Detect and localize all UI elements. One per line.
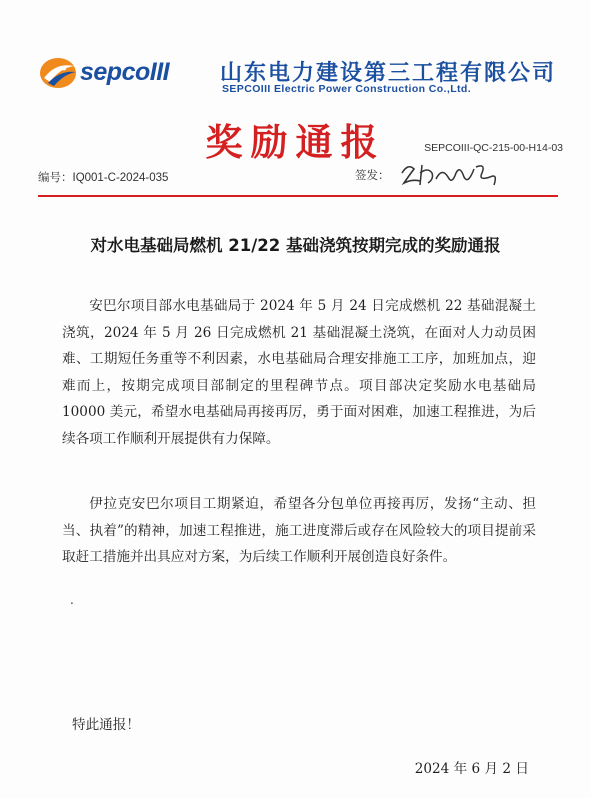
document-title: 奖励通报 bbox=[205, 120, 386, 164]
stray-mark: . bbox=[70, 593, 74, 607]
document-code: SEPCOIII-QC-215-00-H14-03 bbox=[424, 142, 563, 154]
issue-date: 2024 年 6 月 2 日 bbox=[414, 761, 529, 777]
signer-label: 签发： bbox=[355, 170, 390, 182]
body-paragraph-2: 伊拉克安巴尔项目工期紧迫，希望各分包单位再接再厉，发扬“主动、担当、执着”的精神，加速工程推进，施工进度滞后或存在风险较大的项目提前采取赶工措施并出具应对方案，为后续工作顺利开展创造良好条件。 bbox=[62, 496, 536, 565]
closing-line: 特此通报！ bbox=[72, 717, 140, 733]
company-name-en: SEPCOIII Electric Power Construction Co.,Ltd. bbox=[222, 83, 472, 95]
body-paragraph-1: 安巴尔项目部水电基础局于 2024 年 5 月 24 日完成燃机 22 基础混凝土浇筑，2024 年 5 月 26 日完成燃机 21 基础混凝土浇筑，在面对人力动员困难、工期短任务重等不利因素，水电基础局合理安排施工工序，加班加点，迎难而上，按期完成项目部制定的里程碑节点。项目部决定奖励水电基础局 10000 美元，希望水电基础局再接再厉，勇于面对困难，加速工程推进，为后续各项工作顺利开展提供有力保障。 bbox=[62, 298, 536, 447]
company-logo-icon bbox=[38, 56, 78, 90]
document-number: 编号：IQ001-C-2024-035 bbox=[38, 172, 169, 184]
company-header bbox=[38, 54, 558, 94]
document-meta bbox=[38, 165, 558, 189]
company-name-cn: 山东电力建设第三工程有限公司 bbox=[220, 61, 557, 86]
logo-wordmark: sepcoIII bbox=[80, 58, 170, 86]
notice-heading: 对水电基础局燃机 21/22 基础浇筑按期完成的奖励通报 bbox=[90, 236, 501, 255]
handwritten-signature bbox=[398, 159, 508, 189]
header-divider bbox=[38, 195, 558, 197]
